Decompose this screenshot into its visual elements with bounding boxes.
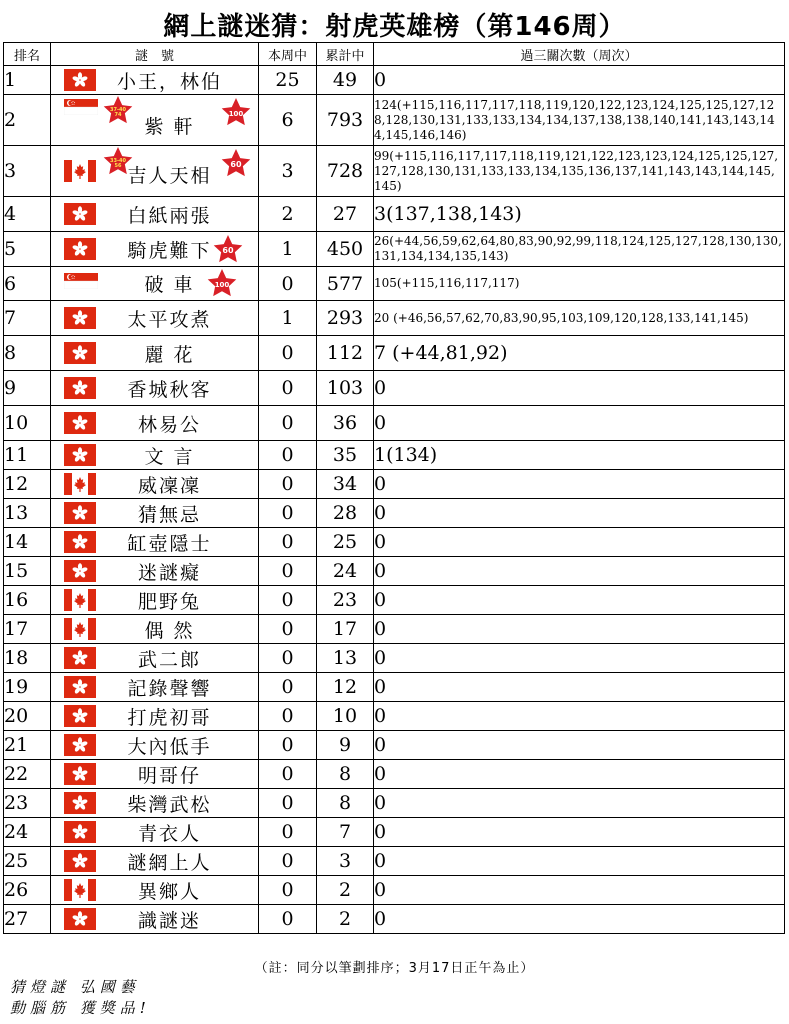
riddler-name: 迷謎癡 bbox=[137, 561, 201, 584]
award-star-icon bbox=[103, 146, 133, 176]
header-name: 謎 號 bbox=[51, 43, 259, 66]
week-count-cell: 1 bbox=[259, 232, 317, 267]
riddler-name-cell bbox=[51, 557, 259, 586]
rank-cell: 26 bbox=[4, 876, 51, 905]
svg-text:100: 100 bbox=[214, 281, 230, 289]
week-count-cell: 0 bbox=[259, 789, 317, 818]
history-cell: 1(134) bbox=[374, 441, 785, 470]
award-star-icon bbox=[207, 268, 237, 298]
riddler-name: 破 車 bbox=[144, 274, 195, 296]
history-cell: 20 (+46,56,57,62,70,83,90,95,103,109,120,128,133,141,145) bbox=[374, 301, 785, 336]
riddler-name: 太平攻煮 bbox=[127, 308, 212, 331]
history-cell: 0 bbox=[374, 470, 785, 499]
table-row bbox=[4, 702, 785, 731]
history-cell: 0 bbox=[374, 371, 785, 406]
riddler-name: 謎網上人 bbox=[127, 851, 212, 874]
header-history: 過三關次數（周次） bbox=[374, 43, 785, 66]
week-count-cell: 0 bbox=[259, 406, 317, 441]
ranking-body bbox=[4, 66, 785, 934]
history-cell: 99(+115,116,117,117,118,119,121,122,123,123,124,125,125,127,127,128,130,131,133,133,134,135,136,137,141,143,143,144,145,145) bbox=[374, 146, 785, 197]
riddler-name: 吉人天相 bbox=[127, 164, 212, 187]
award-star-icon bbox=[221, 97, 251, 127]
rank-cell: 21 bbox=[4, 731, 51, 760]
riddler-name-cell bbox=[51, 818, 259, 847]
week-count-cell: 0 bbox=[259, 267, 317, 301]
history-cell: 0 bbox=[374, 499, 785, 528]
rank-cell: 2 bbox=[4, 95, 51, 146]
history-cell: 0 bbox=[374, 644, 785, 673]
ranking-table bbox=[3, 42, 785, 934]
riddler-name-cell bbox=[51, 146, 259, 197]
week-count-cell: 0 bbox=[259, 336, 317, 371]
week-count-cell: 0 bbox=[259, 441, 317, 470]
award-star-icon bbox=[221, 148, 251, 178]
rank-cell: 5 bbox=[4, 232, 51, 267]
table-row bbox=[4, 731, 785, 760]
riddler-name-cell bbox=[51, 406, 259, 441]
riddler-name: 猜無忌 bbox=[137, 503, 201, 526]
table-row bbox=[4, 441, 785, 470]
riddler-name-cell bbox=[51, 876, 259, 905]
table-row bbox=[4, 197, 785, 232]
history-cell: 7 (+44,81,92) bbox=[374, 336, 785, 371]
history-cell: 0 bbox=[374, 702, 785, 731]
history-cell: 105(+115,116,117,117) bbox=[374, 267, 785, 301]
hong-kong-flag-icon bbox=[64, 705, 96, 727]
riddler-name: 打虎初哥 bbox=[127, 706, 212, 729]
rank-cell: 22 bbox=[4, 760, 51, 789]
history-cell: 0 bbox=[374, 818, 785, 847]
riddler-name: 記錄聲響 bbox=[127, 677, 212, 700]
canada-flag-icon bbox=[64, 589, 96, 611]
header-row bbox=[4, 43, 785, 66]
footnote: （註：同分以筆劃排序；3月17日正午為止） bbox=[254, 961, 535, 976]
riddler-name: 小王，林伯 bbox=[116, 70, 222, 93]
week-count-cell: 3 bbox=[259, 146, 317, 197]
rank-cell: 14 bbox=[4, 528, 51, 557]
svg-text:74: 74 bbox=[114, 112, 122, 118]
total-count-cell: 28 bbox=[317, 499, 374, 528]
singapore-flag-icon bbox=[64, 273, 98, 289]
svg-text:33-40: 33-40 bbox=[110, 158, 126, 164]
total-count-cell: 450 bbox=[317, 232, 374, 267]
total-count-cell: 112 bbox=[317, 336, 374, 371]
table-row bbox=[4, 760, 785, 789]
table-row bbox=[4, 336, 785, 371]
week-count-cell: 0 bbox=[259, 702, 317, 731]
week-count-cell: 0 bbox=[259, 673, 317, 702]
total-count-cell: 34 bbox=[317, 470, 374, 499]
table-row bbox=[4, 876, 785, 905]
hong-kong-flag-icon bbox=[64, 377, 96, 399]
table-row bbox=[4, 557, 785, 586]
total-count-cell: 24 bbox=[317, 557, 374, 586]
week-count-cell: 0 bbox=[259, 760, 317, 789]
week-count-cell: 0 bbox=[259, 905, 317, 934]
svg-text:100: 100 bbox=[228, 110, 244, 118]
history-cell: 0 bbox=[374, 406, 785, 441]
hong-kong-flag-icon bbox=[64, 531, 96, 553]
riddler-name-cell bbox=[51, 197, 259, 232]
riddler-name: 麗 花 bbox=[144, 343, 195, 366]
history-cell: 0 bbox=[374, 615, 785, 644]
riddler-name-cell bbox=[51, 301, 259, 336]
history-cell: 0 bbox=[374, 731, 785, 760]
rank-cell: 19 bbox=[4, 673, 51, 702]
week-count-cell: 0 bbox=[259, 731, 317, 760]
rank-cell: 10 bbox=[4, 406, 51, 441]
hong-kong-flag-icon bbox=[64, 821, 96, 843]
total-count-cell: 12 bbox=[317, 673, 374, 702]
rank-cell: 23 bbox=[4, 789, 51, 818]
hong-kong-flag-icon bbox=[64, 647, 96, 669]
table-row bbox=[4, 232, 785, 267]
riddler-name-cell bbox=[51, 528, 259, 557]
table-row bbox=[4, 406, 785, 441]
hong-kong-flag-icon bbox=[64, 734, 96, 756]
total-count-cell: 13 bbox=[317, 644, 374, 673]
history-cell: 0 bbox=[374, 528, 785, 557]
week-count-cell: 2 bbox=[259, 197, 317, 232]
riddler-name-cell bbox=[51, 586, 259, 615]
history-cell: 3(137,138,143) bbox=[374, 197, 785, 232]
riddler-name-cell bbox=[51, 789, 259, 818]
table-row bbox=[4, 66, 785, 95]
rank-cell: 24 bbox=[4, 818, 51, 847]
rank-cell: 4 bbox=[4, 197, 51, 232]
riddler-name: 肥野兔 bbox=[137, 590, 201, 613]
hong-kong-flag-icon bbox=[64, 908, 96, 930]
riddler-name-cell bbox=[51, 470, 259, 499]
total-count-cell: 103 bbox=[317, 371, 374, 406]
slogan-line-1: 猜燈謎 弘國藝 bbox=[10, 978, 140, 996]
week-count-cell: 6 bbox=[259, 95, 317, 146]
rank-cell: 8 bbox=[4, 336, 51, 371]
rank-cell: 16 bbox=[4, 586, 51, 615]
rank-cell: 3 bbox=[4, 146, 51, 197]
page-title: 網上謎迷猜：射虎英雄榜（第146周） bbox=[163, 12, 626, 42]
hong-kong-flag-icon bbox=[64, 850, 96, 872]
table-row bbox=[4, 615, 785, 644]
history-cell: 0 bbox=[374, 876, 785, 905]
total-count-cell: 36 bbox=[317, 406, 374, 441]
rank-cell: 13 bbox=[4, 499, 51, 528]
week-count-cell: 0 bbox=[259, 528, 317, 557]
rank-cell: 1 bbox=[4, 66, 51, 95]
slogan-line-2: 動腦筋 獲獎品! bbox=[10, 999, 151, 1017]
riddler-name: 柴灣武松 bbox=[127, 793, 212, 816]
table-row bbox=[4, 267, 785, 301]
hong-kong-flag-icon bbox=[64, 560, 96, 582]
total-count-cell: 7 bbox=[317, 818, 374, 847]
week-count-cell: 1 bbox=[259, 301, 317, 336]
history-cell: 124(+115,116,117,117,118,119,120,122,123,124,125,125,127,128,128,130,131,133,133,134,134,137,138,138,140,141,143,143,144,145,146,146) bbox=[374, 95, 785, 146]
riddler-name-cell bbox=[51, 267, 259, 301]
riddler-name: 林易公 bbox=[137, 413, 201, 436]
history-cell: 0 bbox=[374, 789, 785, 818]
table-row bbox=[4, 905, 785, 934]
riddler-name: 白紙兩張 bbox=[127, 204, 212, 227]
riddler-name-cell bbox=[51, 847, 259, 876]
total-count-cell: 10 bbox=[317, 702, 374, 731]
week-count-cell: 0 bbox=[259, 470, 317, 499]
riddler-name-cell bbox=[51, 702, 259, 731]
hong-kong-flag-icon bbox=[64, 444, 96, 466]
total-count-cell: 3 bbox=[317, 847, 374, 876]
week-count-cell: 0 bbox=[259, 557, 317, 586]
total-count-cell: 27 bbox=[317, 197, 374, 232]
header-rank: 排名 bbox=[4, 43, 51, 66]
table-row bbox=[4, 146, 785, 197]
table-row bbox=[4, 789, 785, 818]
hong-kong-flag-icon bbox=[64, 307, 96, 329]
canada-flag-icon bbox=[64, 160, 96, 182]
rank-cell: 6 bbox=[4, 267, 51, 301]
riddler-name: 異鄉人 bbox=[137, 880, 201, 903]
hong-kong-flag-icon bbox=[64, 203, 96, 225]
canada-flag-icon bbox=[64, 618, 96, 640]
riddler-name-cell bbox=[51, 731, 259, 760]
week-count-cell: 25 bbox=[259, 66, 317, 95]
total-count-cell: 293 bbox=[317, 301, 374, 336]
hong-kong-flag-icon bbox=[64, 412, 96, 434]
riddler-name-cell bbox=[51, 371, 259, 406]
riddler-name-cell bbox=[51, 499, 259, 528]
riddler-name: 威凜凜 bbox=[137, 474, 201, 497]
rank-cell: 27 bbox=[4, 905, 51, 934]
riddler-name-cell bbox=[51, 673, 259, 702]
riddler-name: 青衣人 bbox=[137, 822, 201, 845]
riddler-name: 香城秋客 bbox=[127, 378, 212, 401]
riddler-name: 識謎迷 bbox=[137, 909, 201, 932]
rank-cell: 25 bbox=[4, 847, 51, 876]
riddler-name-cell bbox=[51, 760, 259, 789]
table-row bbox=[4, 499, 785, 528]
total-count-cell: 728 bbox=[317, 146, 374, 197]
rank-cell: 17 bbox=[4, 615, 51, 644]
riddler-name-cell bbox=[51, 336, 259, 371]
header-week: 本周中 bbox=[259, 43, 317, 66]
svg-text:56: 56 bbox=[114, 163, 122, 169]
svg-text:37-40: 37-40 bbox=[110, 107, 126, 113]
week-count-cell: 0 bbox=[259, 615, 317, 644]
week-count-cell: 0 bbox=[259, 499, 317, 528]
canada-flag-icon bbox=[64, 879, 96, 901]
riddler-name: 武二郎 bbox=[137, 648, 201, 671]
week-count-cell: 0 bbox=[259, 586, 317, 615]
table-row bbox=[4, 586, 785, 615]
week-count-cell: 0 bbox=[259, 371, 317, 406]
riddler-name: 缸壺隱士 bbox=[127, 532, 212, 555]
riddler-name: 騎虎難下 bbox=[127, 239, 212, 262]
table-row bbox=[4, 818, 785, 847]
total-count-cell: 23 bbox=[317, 586, 374, 615]
total-count-cell: 577 bbox=[317, 267, 374, 301]
hong-kong-flag-icon bbox=[64, 792, 96, 814]
week-count-cell: 0 bbox=[259, 847, 317, 876]
total-count-cell: 25 bbox=[317, 528, 374, 557]
riddler-name: 文 言 bbox=[144, 445, 195, 468]
total-count-cell: 9 bbox=[317, 731, 374, 760]
svg-text:60: 60 bbox=[222, 246, 234, 255]
table-row bbox=[4, 528, 785, 557]
history-cell: 0 bbox=[374, 760, 785, 789]
rank-cell: 7 bbox=[4, 301, 51, 336]
table-row bbox=[4, 95, 785, 146]
hong-kong-flag-icon bbox=[64, 502, 96, 524]
rank-cell: 15 bbox=[4, 557, 51, 586]
history-cell: 0 bbox=[374, 673, 785, 702]
riddler-name-cell bbox=[51, 644, 259, 673]
header-total: 累計中 bbox=[317, 43, 374, 66]
total-count-cell: 2 bbox=[317, 876, 374, 905]
history-cell: 0 bbox=[374, 847, 785, 876]
table-row bbox=[4, 847, 785, 876]
week-count-cell: 0 bbox=[259, 818, 317, 847]
riddler-name-cell bbox=[51, 95, 259, 146]
riddler-name-cell bbox=[51, 232, 259, 267]
hong-kong-flag-icon bbox=[64, 69, 96, 91]
rank-cell: 9 bbox=[4, 371, 51, 406]
table-row bbox=[4, 470, 785, 499]
rank-cell: 12 bbox=[4, 470, 51, 499]
total-count-cell: 17 bbox=[317, 615, 374, 644]
riddler-name-cell bbox=[51, 615, 259, 644]
table-row bbox=[4, 644, 785, 673]
rank-cell: 18 bbox=[4, 644, 51, 673]
award-star-icon bbox=[103, 95, 133, 125]
canada-flag-icon bbox=[64, 473, 96, 495]
total-count-cell: 8 bbox=[317, 789, 374, 818]
history-cell: 0 bbox=[374, 586, 785, 615]
history-cell: 0 bbox=[374, 557, 785, 586]
total-count-cell: 793 bbox=[317, 95, 374, 146]
total-count-cell: 35 bbox=[317, 441, 374, 470]
riddler-name: 紫 軒 bbox=[144, 115, 195, 138]
table-row bbox=[4, 371, 785, 406]
table-row bbox=[4, 301, 785, 336]
rank-cell: 20 bbox=[4, 702, 51, 731]
riddler-name-cell bbox=[51, 905, 259, 934]
total-count-cell: 49 bbox=[317, 66, 374, 95]
hong-kong-flag-icon bbox=[64, 238, 96, 260]
riddler-name: 偶 然 bbox=[144, 619, 195, 642]
riddler-name: 明哥仔 bbox=[137, 764, 201, 787]
history-cell: 0 bbox=[374, 905, 785, 934]
hong-kong-flag-icon bbox=[64, 342, 96, 364]
history-cell: 26(+44,56,59,62,64,80,83,90,92,99,118,124,125,127,128,130,130,131,134,134,135,143) bbox=[374, 232, 785, 267]
total-count-cell: 2 bbox=[317, 905, 374, 934]
riddler-name: 大內低手 bbox=[127, 735, 212, 758]
total-count-cell: 8 bbox=[317, 760, 374, 789]
riddler-name-cell bbox=[51, 66, 259, 95]
award-star-icon bbox=[213, 234, 243, 264]
svg-text:60: 60 bbox=[230, 160, 242, 169]
singapore-flag-icon bbox=[64, 99, 98, 115]
history-cell: 0 bbox=[374, 66, 785, 95]
riddler-name-cell bbox=[51, 441, 259, 470]
hong-kong-flag-icon bbox=[64, 676, 96, 698]
rank-cell: 11 bbox=[4, 441, 51, 470]
table-row bbox=[4, 673, 785, 702]
hong-kong-flag-icon bbox=[64, 763, 96, 785]
week-count-cell: 0 bbox=[259, 644, 317, 673]
week-count-cell: 0 bbox=[259, 876, 317, 905]
